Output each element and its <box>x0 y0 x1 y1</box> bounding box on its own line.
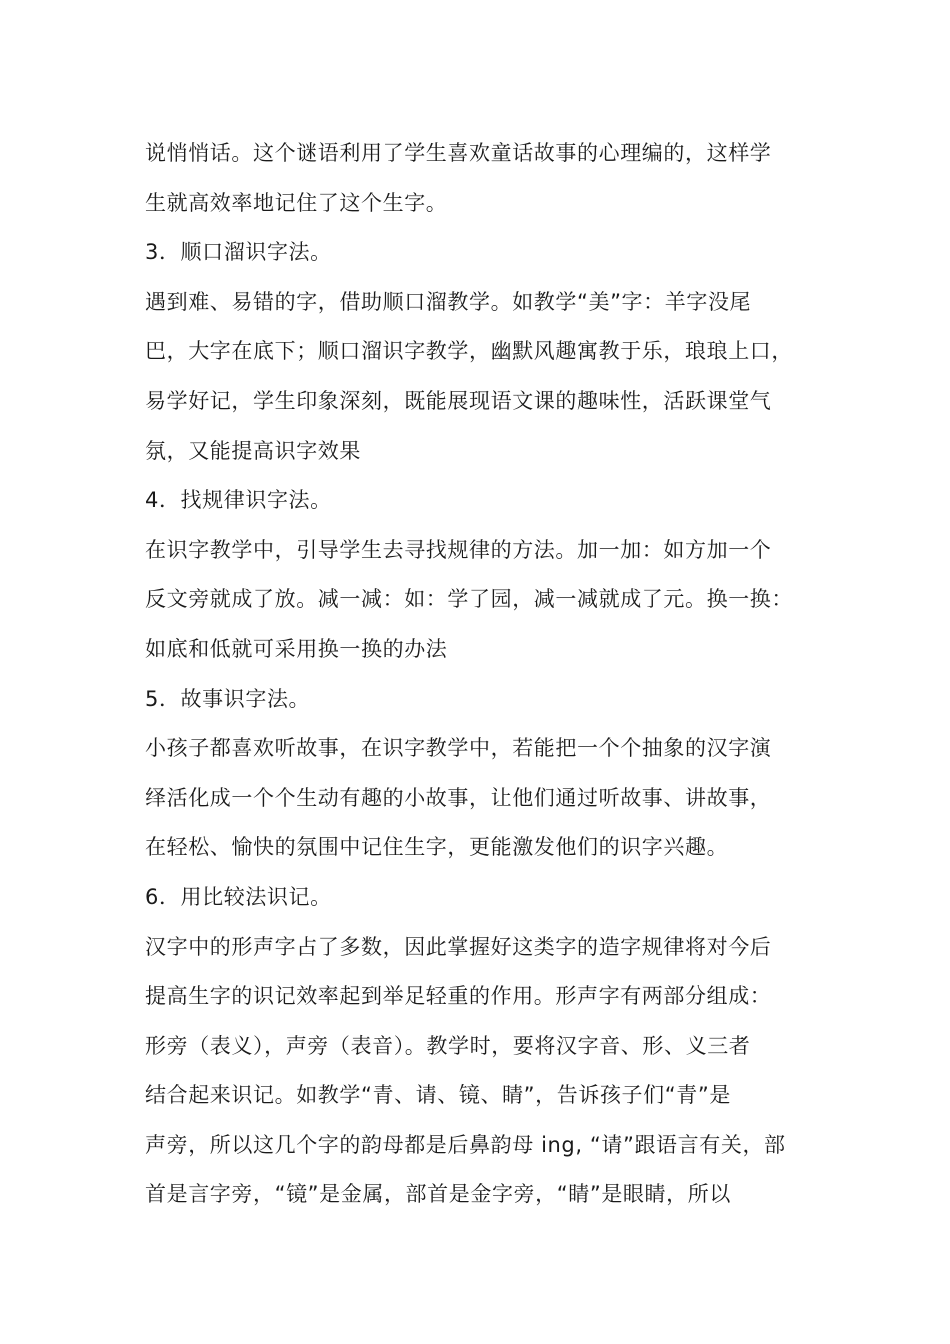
section-heading: 3．顺口溜识字法。 <box>145 240 332 265</box>
text-line: 遇到难、易错的字，借助顺口溜教学。如教学“美”字：羊字没尾 <box>145 289 752 314</box>
text-line: 生就高效率地记住了这个生字。 <box>145 190 448 215</box>
text-line: 首是言字旁，“镜”是金属，部首是金字旁，“睛”是眼睛，所以 <box>145 1182 731 1207</box>
text-line: 在识字教学中，引导学生去寻找规律的方法。加一加：如方加一个 <box>145 537 772 562</box>
text-line: 说悄悄话。这个谜语利用了学生喜欢童话故事的心理编的，这样学 <box>145 141 772 165</box>
body-text <box>145 129 825 1220</box>
text-line: 声旁，所以这几个字的韵母都是后鼻韵母 ing, “请”跟语言有关，部 <box>145 1132 786 1157</box>
section-heading: 6．用比较法识记。 <box>145 884 332 909</box>
text-line: 如底和低就可采用换一换的办法 <box>145 636 448 661</box>
text-line: 巴，大字在底下；顺口溜识字教学，幽默风趣寓教于乐，琅琅上口， <box>145 339 793 364</box>
section-heading: 4．找规律识字法。 <box>145 488 332 513</box>
text-line: 结合起来识记。如教学“青、请、镜、睛”，告诉孩子们“青”是 <box>145 1083 731 1108</box>
text-line: 在轻松、愉快的氛围中记住生字，更能激发他们的识字兴趣。 <box>145 835 729 860</box>
text-line: 提高生字的识记效率起到举足轻重的作用。形声字有两部分组成： <box>145 984 772 1009</box>
text-line: 形旁（表义），声旁（表音）。教学时，要将汉字音、形、义三者 <box>145 1033 751 1058</box>
text-line: 反文旁就成了放。减一减：如：学了园，减一减就成了元。换一换： <box>145 587 793 612</box>
text-line: 易学好记，学生印象深刻，既能展现语文课的趣味性，活跃课堂气 <box>145 388 772 413</box>
text-line: 绎活化成一个个生动有趣的小故事，让他们通过听故事、讲故事， <box>145 785 772 810</box>
text-line: 汉字中的形声字占了多数，因此掌握好这类字的造字规律将对今后 <box>145 934 772 959</box>
section-heading: 5．故事识字法。 <box>145 686 311 711</box>
text-line: 氛，又能提高识字效果 <box>145 438 361 463</box>
text-line: 小孩子都喜欢听故事，在识字教学中，若能把一个个抽象的汉字演 <box>145 736 772 761</box>
